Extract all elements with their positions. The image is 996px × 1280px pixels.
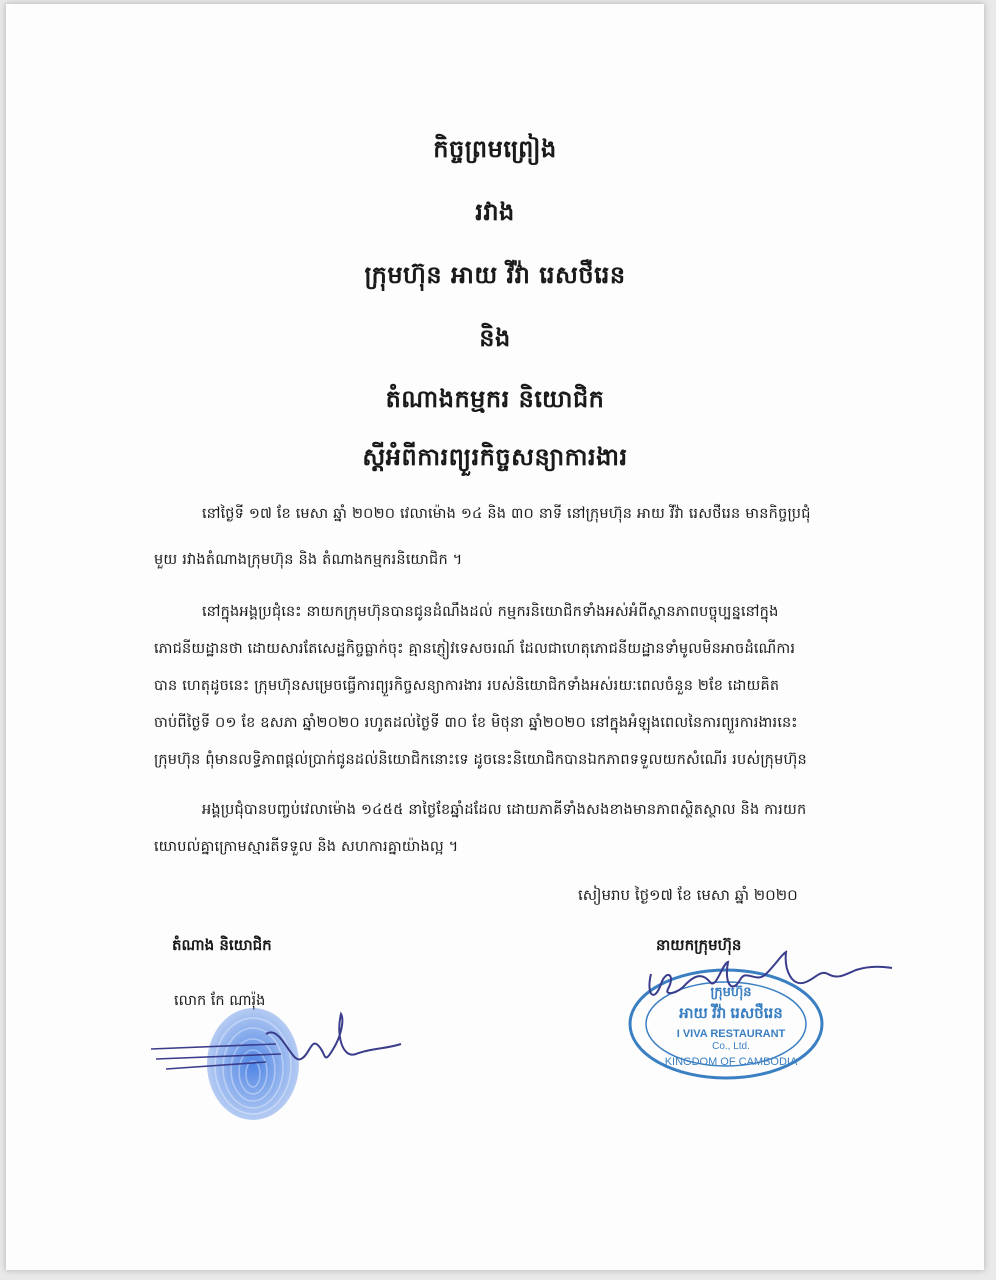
paragraph-1-line-2: មួយ រវាងតំណាងក្រុមហ៊ុន និង តំណាងកម្មករនិយោជិក ។ (154, 552, 463, 568)
director-signature (606, 944, 896, 1014)
stamp-top-khmer: ក្រុមហ៊ុន (710, 984, 752, 999)
stamp-khmer-name: អាយ វីវ៉ា រេសថឺរេន (679, 1005, 783, 1022)
employee-representative-name: លោក កែ ណារ៉ុង (174, 993, 266, 1009)
paragraph-2-line-1: នៅក្នុងអង្គប្រជុំនេះ នាយកក្រុមហ៊ុនបានជូនដំណឹងដល់ កម្មករនិយោជិកទាំងអស់អំពីស្ថានភាពបច្ចុប្បន្ននៅក្នុង (202, 604, 779, 620)
place-and-date: សៀមរាប ថ្ងៃ១៧ ខែ មេសា ឆ្នាំ ២០២០ (578, 886, 798, 904)
title-subject: ស្តីអំពីការព្យួរកិច្ចសន្យាការងារ (362, 443, 628, 471)
paragraph-2-line-2: ភោជនីយដ្ឋានថា ដោយសារតែសេដ្ឋកិច្ចធ្លាក់ចុះ គ្មានភ្ញៀវទេសចរណ៍ ដែលជាហេតុភោជនីយដ្ឋានទាំមូលមិនអាចដំណើការ (154, 641, 796, 657)
stamp-english-suffix: Co., Ltd. (712, 1041, 750, 1052)
title-representative: តំណាងកម្មករ និយោជិក (385, 385, 605, 413)
paragraph-2-line-3: បាន ហេតុដូចនេះ ក្រុមហ៊ុនសម្រេចធ្វើការព្យួរកិច្ចសន្យាការងារ របស់និយោជិកទាំងអស់រយៈពេលចំនួន ២ខែ ដោយគិត (154, 678, 780, 694)
paragraph-3-line-2: យោបល់គ្នាក្រោមស្មារតីទទួល និង សហការគ្នាយ៉ាងល្អ ។ (154, 839, 459, 855)
stamp-country: KINGDOM OF CAMBODIA (664, 1056, 798, 1068)
stamp-english-name: I VIVA RESTAURANT (676, 1028, 786, 1040)
document-page (6, 4, 984, 1270)
paragraph-2-line-5: ក្រុមហ៊ុន ពុំមានលទ្ធិភាពផ្តល់ប្រាក់ជូនដល់និយោជិកនោះទេ ដូចនេះនិយោជិកបានឯកភាពទទួលយកសំណើរ របស់ក្រុមហ៊ុន (154, 752, 807, 768)
title-and: និង (479, 324, 511, 352)
title-company: ក្រុមហ៊ុន អាយ វីវ៉ា រេសថឺរេន (364, 261, 626, 289)
title-between: រវាង (475, 198, 515, 226)
paragraph-1-line-1: នៅថ្ងៃទី ១៧ ខែ មេសា ឆ្នាំ ២០២០ វេលាម៉ោង ១៤ និង ៣០ នាទី នៅក្រុមហ៊ុន អាយ វីវ៉ា រេសថឺរេន មានកិច្ចប្រជុំ (202, 506, 811, 522)
document-title: កិច្ចព្រមព្រៀង (433, 135, 557, 163)
employee-signature (146, 1004, 406, 1094)
company-director-label: នាយកក្រុមហ៊ុន (656, 936, 742, 954)
paragraph-2-line-4: ចាប់ពីថ្ងៃទី ០១ ខែ ឧសភា ឆ្នាំ២០២០ រហូតដល់ថ្ងៃទី ៣០ ខែ មិថុនា ឆ្នាំ២០២០ នៅក្នុងអំឡុងពេលនៃការព្យួរការងារនេះ (154, 715, 798, 731)
paragraph-3-line-1: អង្គប្រជុំបានបញ្ចប់វេលាម៉ោង ១៤៥៥ នាថ្ងៃខែឆ្នាំដដែល ដោយភាគីទាំងសងខាងមានភាពស្ថិតស្ថាល និង ការយក (202, 802, 807, 818)
employee-representative-label: តំណាង និយោជិក (172, 936, 272, 954)
